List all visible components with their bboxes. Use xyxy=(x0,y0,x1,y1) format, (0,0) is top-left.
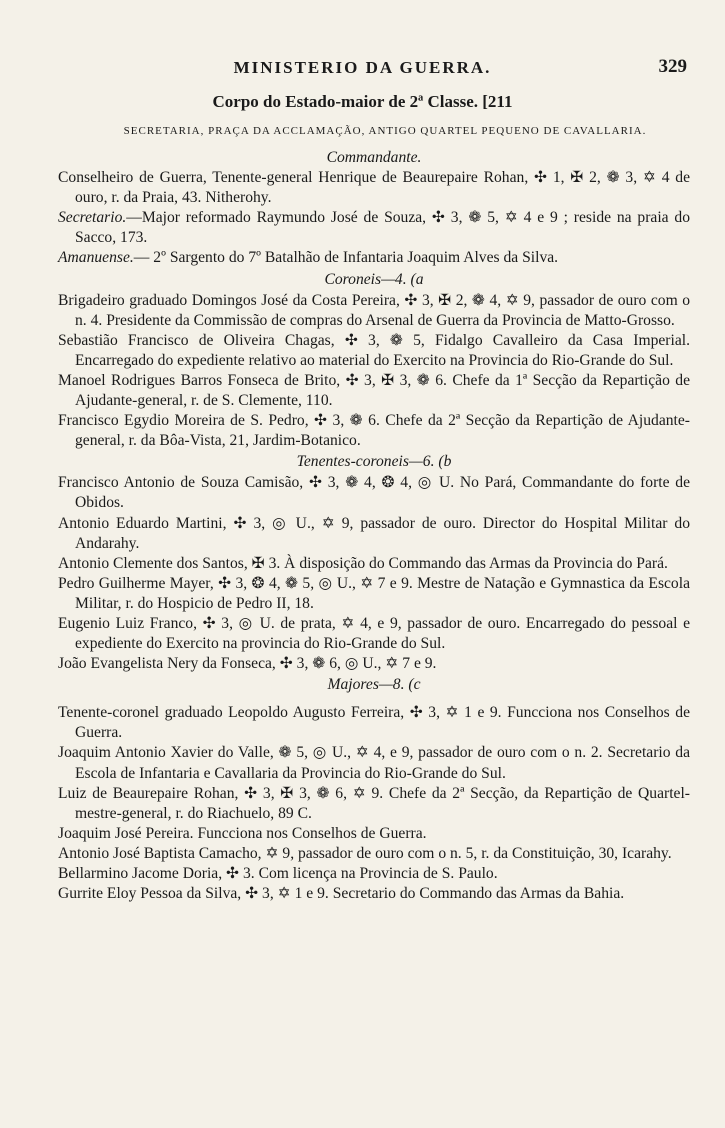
entry-coronel: Manoel Rodrigues Barros Fonseca de Brito, ✣ 3, ✠ 3, ❁ 6. Chefe da 1ª Secção da Repartição de Ajudante-general, r. de S. Clemente, 110. xyxy=(58,371,690,410)
page-body xyxy=(58,148,690,904)
page-number: 329 xyxy=(658,56,687,77)
entry-commandante xyxy=(58,168,690,208)
entry-tenente-coronel: Antonio Eduardo Martini, ✣ 3, ◎ U., ✡ 9, passador de ouro. Director do Hospital Militar do Andarahy. xyxy=(58,514,690,552)
entry-major: Luiz de Beaurepaire Rohan, ✣ 3, ✠ 3, ❁ 6, ✡ 9. Chefe da 2ª Secção, da Repartição de Quartel-mestre-general, r. do Riachuelo, 89 C. xyxy=(58,784,690,822)
heading-tenentes-coroneis: Tenentes-coroneis—6. (b xyxy=(296,453,452,471)
entry-tenente-coronel: Francisco Antonio de Souza Camisão, ✣ 3, ❁ 4, ❂ 4, ◎ U. No Pará, Commandante do forte de Obidos. xyxy=(58,474,690,512)
entry-secretario xyxy=(58,208,690,248)
entry-major: Joaquim José Pereira. Funcciona nos Conselhos de Guerra. xyxy=(58,824,427,842)
entry-coronel: Sebastião Francisco de Oliveira Chagas, ✣ 3, ❁ 5, Fidalgo Cavalleiro da Casa Imperial. Encarregado do expediente relativo ao material do Exercito na Provincia do Rio-Grande do Sul. xyxy=(58,331,690,369)
heading-coroneis: Coroneis—4. (a xyxy=(324,270,424,288)
entry-major: Tenente-coronel graduado Leopoldo Augusto Ferreira, ✣ 3, ✡ 1 e 9. Funcciona nos Conselhos de Guerra. xyxy=(58,704,690,742)
entry-role: Amanuense. xyxy=(58,249,134,267)
spacer xyxy=(58,696,690,703)
entry-tenente-coronel: Pedro Guilherme Mayer, ✣ 3, ❂ 4, ❁ 5, ◎ U., ✡ 7 e 9. Mestre de Natação e Gymnastica da Escola Militar, r. do Hospicio de Pedro II, 18. xyxy=(58,574,690,612)
running-header: MINISTERIO DA GUERRA. xyxy=(233,58,492,77)
entry-major: Joaquim Antonio Xavier do Valle, ❁ 5, ◎ U., ✡ 4, e 9, passador de ouro com o n. 2. Secretario da Escola de Infantaria e Cavallaria da Provincia do Rio-Grande do Sul. xyxy=(58,744,690,782)
heading-commandante: Commandante. xyxy=(326,149,422,166)
entry-coronel: Brigadeiro graduado Domingos José da Costa Pereira, ✣ 3, ✠ 2, ❁ 4, ✡ 9, passador de ouro com o n. 4. Presidente da Commissão de compras do Arsenal de Guerra da Provincia de Matto-Grosso. xyxy=(58,291,690,329)
entry-coronel: Francisco Egydio Moreira de S. Pedro, ✣ 3, ❁ 6. Chefe da 2ª Secção da Repartição de Ajudante-general, r. da Bôa-Vista, 21, Jardim-Botanico. xyxy=(58,412,690,450)
address-line: SECRETARIA, PRAÇA DA ACCLAMAÇÃO, ANTIGO QUARTEL PEQUENO DE CAVALLARIA. xyxy=(123,125,647,137)
entry-major: Antonio José Baptista Camacho, ✡ 9, passador de ouro com o n. 5, r. da Constituição, 30, Icarahy. xyxy=(58,844,672,862)
entry-tenente-coronel: João Evangelista Nery da Fonseca, ✣ 3, ❁ 6, ◎ U., ✡ 7 e 9. xyxy=(58,655,437,673)
entry-text: — 2º Sargento do 7º Batalhão de Infantaria Joaquim Alves da Silva. xyxy=(133,249,559,267)
section-title: Corpo do Estado-maior de 2ª Classe. [211 xyxy=(212,92,513,111)
entry-major: Bellarmino Jacome Doria, ✣ 3. Com licença na Provincia de S. Paulo. xyxy=(58,865,498,882)
entry-amanuense xyxy=(58,248,690,268)
entry-role: Secretario. xyxy=(58,209,127,227)
entry-text: Conselheiro de Guerra, Tenente-general Henrique de Beaurepaire Rohan, ✣ 1, ✠ 2, ❁ 3, ✡ 4 de ouro, r. da Praia, 43. Nitherohy. xyxy=(58,169,690,207)
entry-tenente-coronel: Antonio Clemente dos Santos, ✠ 3. À disposição do Commando das Armas da Provincia do Pará. xyxy=(58,554,668,572)
entry-major: Gurrite Eloy Pessoa da Silva, ✣ 3, ✡ 1 e 9. Secretario do Commando das Armas da Bahia. xyxy=(58,885,625,903)
entry-text: —Major reformado Raymundo José de Souza, ✣ 3, ❁ 5, ✡ 4 e 9 ; reside na praia do Sacco, 173. xyxy=(75,209,690,247)
entry-tenente-coronel: Eugenio Luiz Franco, ✣ 3, ◎ U. de prata, ✡ 4, e 9, passador de ouro. Encarregado do pessoal e expediente do Exercito na provincia do Rio-Grande do Sul. xyxy=(58,614,690,653)
heading-majores: Majores—8. (c xyxy=(327,676,421,694)
